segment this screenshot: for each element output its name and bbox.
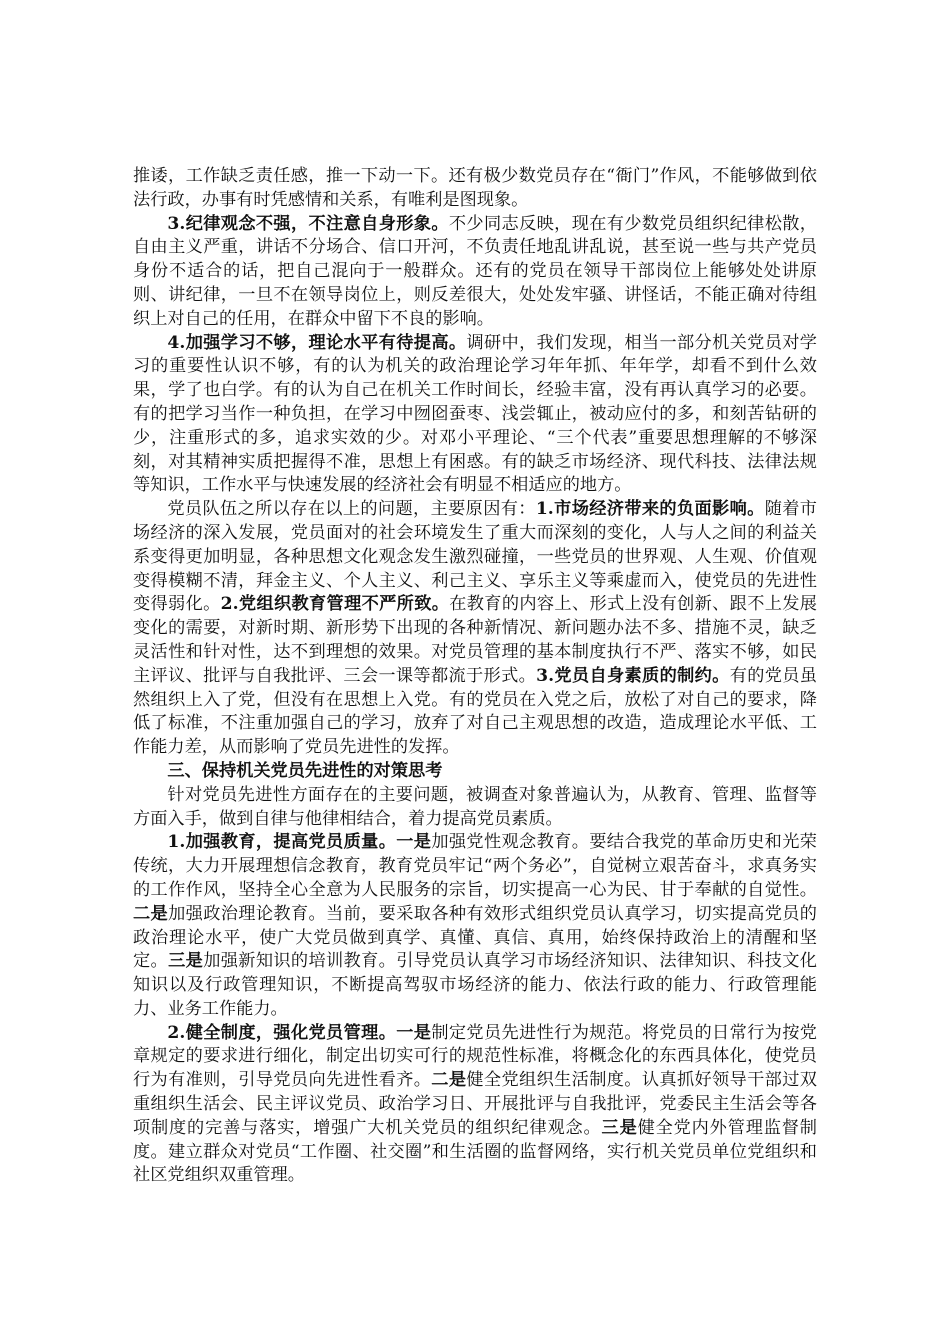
text-run: 健全党内外管理监督制度。建立群众对党员“工作圈、社交圈”和生活圈的监督网络，实行机关党员单位党组织和社区党组织双重管理。 [133,1117,817,1186]
bold-lead: 2.党组织教育管理不严所致。 [220,594,450,615]
bold-marker: 一是 [396,1022,432,1043]
paragraph-continuation [133,165,817,213]
bold-marker: 一是 [396,832,432,853]
text-run: 推诿，工作缺乏责任感，推一下动一下。还有极少数党员存在“衙门”作风，不能够做到依法行政，办事有时凭感情和关系，有唯利是图现象。 [133,166,817,210]
text-run: 调研中，我们发现，相当一部分机关党员对学习的重要性认识不够，有的认为机关的政治理论学习年年抓、年年学，却看不到什么效果，学了也白学。有的认为自己在机关工作时间长，经验丰富，没有再认真学习的必要。有的把学习当作一种负担，在学习中囫囵蚕枣、浅尝辄止，被动应付的多，和刻苦钻研的少，注重形式的多，追求实效的少。对邓小平理论、“三个代表”重要思想理解的不够深刻，对其精神实质把握得不准，思想上有困惑。有的缺乏市场经济、现代科技、法律法规等知识，工作水平与快速发展的经济社会有明显不相适应的地方。 [133,332,817,496]
paragraph-study [133,332,817,499]
text-run: 随着市场经济的深入发展，党员面对的社会环境发生了重大而深刻的变化，人与人之间的利益关系变得更加明显，各种思想文化观念发生激烈碰撞，一些党员的世界观、人生观、价值观变得模糊不清，拜金主义、个人主义、利己主义、享乐主义等乘虚而入，使党员的先进性变得弱化。 [133,499,817,615]
bold-marker: 二是 [133,903,169,924]
paragraph-intro [133,784,817,832]
paragraph-causes [133,498,817,760]
text-run: 健全党组织生活制度。认真抓好领导干部过双重组织生活会、民主评议党员、政治学习日、开展批评与自我批评，党委民主生活会等各项制度的完善与落实，增强广大机关党员的组织纪律观念。 [133,1070,817,1138]
bold-lead: 2.健全制度，强化党员管理。 [167,1022,397,1043]
paragraph-discipline [133,213,817,332]
text-run: 加强新知识的培训教育。引导党员认真学习市场经济知识、法律知识、科技文化知识以及行政管理知识，不断提高驾驭市场经济的能力、依法行政的能力、行政管理能力、业务工作能力。 [133,951,817,1019]
heading-text: 三、保持机关党员先进性的对策思考 [167,760,443,781]
document-body [133,165,817,1188]
text-run: 有的党员虽然组织上入了党，但没有在思想上入党。有的党员在入党之后，放松了对自己的要求，降低了标准，不注重加强自己的学习，放弃了对自己主观思想的改造，造成理论水平低、工作能力差，从而影响了党员先进性的发挥。 [133,665,817,758]
bold-marker: 三是 [168,951,204,972]
bold-lead: 3.纪律观念不强，不注意自身形象。 [167,213,449,234]
text-run: 加强党性观念教育。要结合我党的革命历史和光荣传统，大力开展理想信念教育，教育党员牢记“两个务必”，自觉树立艰苦奋斗，求真务实的工作作风，坚持全心全意为人民服务的宗旨，切实提高一心为民、甘于奉献的自觉性。 [133,832,817,900]
paragraph-education [133,831,817,1021]
text-run: 在教育的内容上、形式上没有创新、跟不上发展变化的需要，对新时期、新形势下出现的各种新情况、新问题办法不多、措施不灵，缺乏灵活性和针对性，达不到理想的效果。对党员管理的基本制度执行不严、落实不够，如民主评议、批评与自我批评、三会一课等都流于形式。 [133,594,817,686]
bold-marker: 三是 [601,1117,638,1138]
text-run: 不少同志反映，现在有少数党员组织纪律松散，自由主义严重，讲话不分场合、信口开河，不负责任地乱讲乱说，甚至说一些与共产党员身份不适合的话，把自己混向于一般群众。还有的党员在领导干部岗位上能够处处讲原则、讲纪律，一旦不在领导岗位上，则反差很大，处处发牢骚、讲怪话，不能正确对待组织上对自己的任用，在群众中留下不良的影响。 [133,213,817,329]
bold-lead: 4.加强学习不够，理论水平有待提高。 [167,332,467,353]
paragraph-management [133,1022,817,1189]
text-run: 制定党员先进性行为规范。将党员的日常行为按党章规定的要求进行细化，制定出切实可行的规范性标准，将概念化的东西具体化，使党员行为有准则，引导党员向先进性看齐。 [133,1022,817,1091]
bold-marker: 二是 [431,1070,467,1091]
text-run: 加强政治理论教育。当前，要采取各种有效形式组织党员认真学习，切实提高党员的政治理论水平，使广大党员做到真学、真懂、真信、真用，始终保持政治上的清醒和坚定。 [133,903,817,972]
section-heading [133,760,817,784]
bold-lead: 1.加强教育，提高党员质量。 [167,832,397,853]
bold-lead: 3.党员自身素质的制约。 [536,665,730,686]
text-run: 党员队伍之所以存在以上的问题，主要原因有： [167,499,536,520]
text-run: 针对党员先进性方面存在的主要问题，被调查对象普遍认为，从教育、管理、监督等方面入手，做到自律与他律相结合，着力提高党员素质。 [133,784,817,829]
bold-lead: 1.市场经济带来的负面影响。 [535,499,765,520]
